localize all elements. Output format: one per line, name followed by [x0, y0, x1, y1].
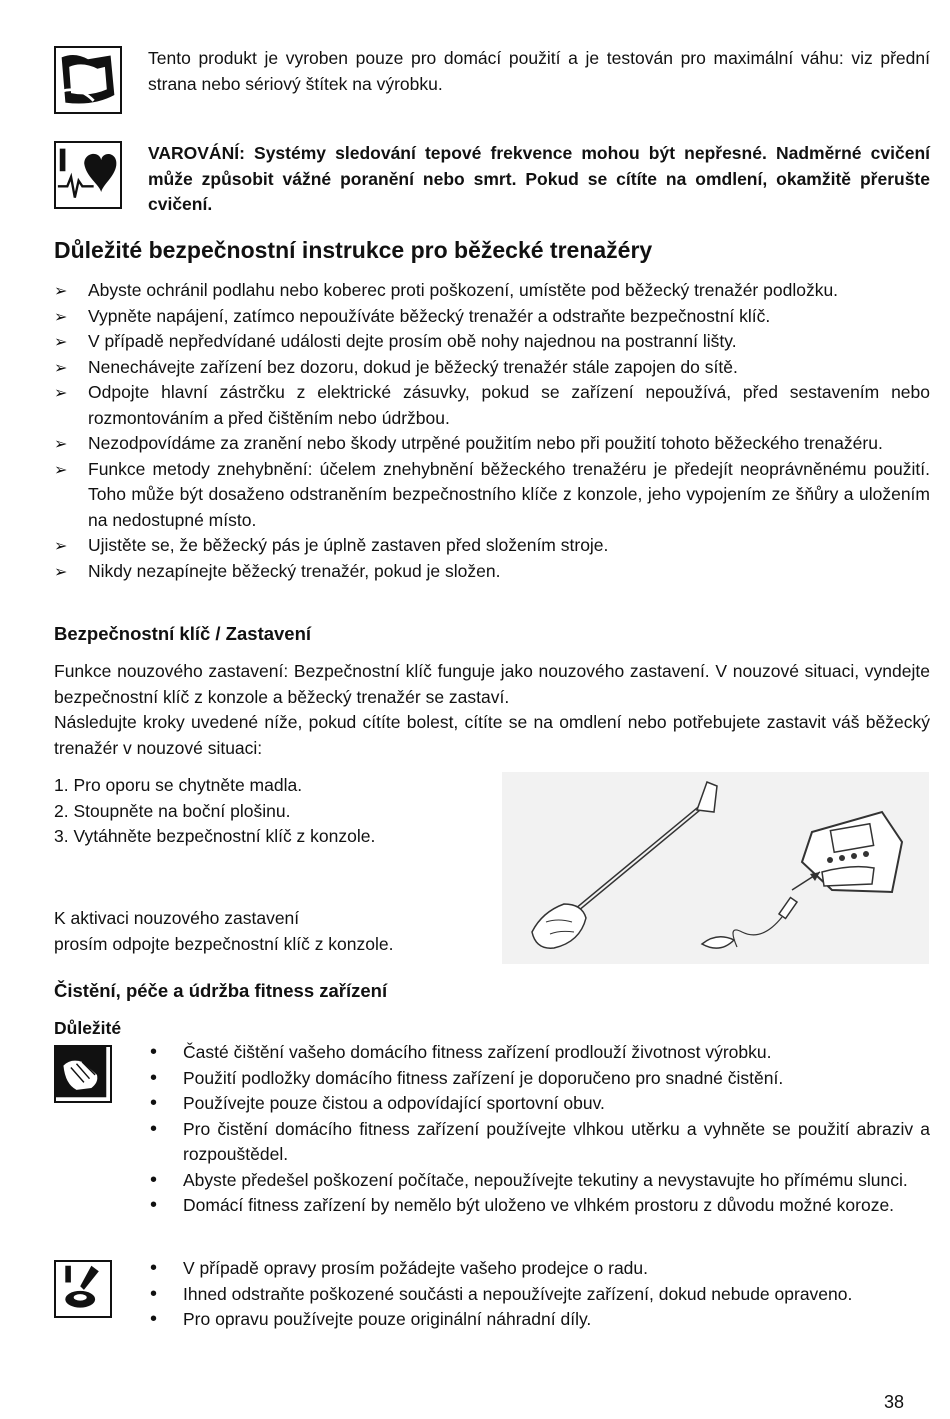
list-item: ➢ Odpojte hlavní zástrčku z elektrické zásuvky, pokud se zařízení nepoužívá, před sestavením nebo rozmontováním a před čištěním nebo údržbou. — [54, 380, 930, 431]
warning-body: Systémy sledování tepové frekvence mohou být nepřesné. Nadměrné cvičení může způsobit vážné poranění nebo smrt. Pokud se cítíte na omdlení, okamžitě přerušte cvičení. — [148, 143, 930, 214]
warning-label: VAROVÁNÍ: — [148, 143, 245, 163]
repair-list — [148, 1256, 930, 1333]
list-item: ➢ Nikdy nezapínejte běžecký trenažér, pokud je složen. — [54, 559, 930, 585]
list-item: • Pro opravu používejte pouze originální náhradní díly. — [148, 1307, 930, 1333]
repair-tools-icon — [54, 1260, 112, 1318]
page-number: 38 — [883, 1392, 904, 1412]
list-item: • Ihned odstraňte poškozené součásti a nepoužívejte zařízení, dokud nebude opraveno. — [148, 1282, 930, 1308]
activation-line: prosím odpojte bezpečnostní klíč z konzole. — [54, 933, 394, 954]
list-item: ➢ Nezodpovídáme za zranění nebo škody utrpěné použitím nebo při použití tohoto běžeckého trenažéru. — [54, 431, 930, 457]
list-item: ➢ Vypněte napájení, zatímco nepoužíváte běžecký trenažér a odstraňte bezpečnostní klíč. — [54, 304, 930, 330]
care-title: Čistění, péče a údržba fitness zařízení — [54, 980, 388, 1001]
list-item: ➢ Abyste ochránil podlahu nebo koberec proti poškození, umístěte pod běžecký trenažér podložku. — [54, 278, 930, 304]
activation-line: K aktivaci nouzového zastavení — [54, 908, 300, 928]
heart-rate-icon — [54, 141, 122, 209]
list-item: • Používejte pouze čistou a odpovídající sportovní obuv. — [148, 1091, 930, 1117]
list-item: • V případě opravy prosím požádejte vašeho prodejce o radu. — [148, 1256, 930, 1282]
list-item: • Abyste předešel poškození počítače, nepoužívejte tekutiny a nevystavujte ho přímému slunci. — [148, 1168, 930, 1194]
list-item: • Časté čištění vašeho domácího fitness zařízení prodlouží životnost výrobku. — [148, 1040, 930, 1066]
safety-key-para1: Funkce nouzového zastavení: Bezpečnostní klíč funguje jako nouzového zastavení. V nouzové situaci, vyndejte bezpečnostní klíč z konzole a běžecký trenažér se zastaví. — [54, 661, 930, 707]
list-item: • Použití podložky domácího fitness zařízení je doporučeno pro snadné čistění. — [148, 1066, 930, 1092]
list-item: ➢ Funkce metody znehybnění: účelem znehybnění běžeckého trenažéru je předejít neoprávněnému použití. Toho může být dosaženo odstraněním bezpečnostního klíče z konzole, jeho vypojením ze šňůry a uložením na nedostupné místo. — [54, 457, 930, 534]
safety-key-title: Bezpečnostní klíč / Zastavení — [54, 623, 312, 644]
top-notice: Tento produkt je vyroben pouze pro domácí použití a je testován pro maximální váhu: viz přední strana nebo sériový štítek na výrobku. — [148, 48, 930, 94]
safety-title: Důležité bezpečnostní instrukce pro běžecké trenažéry — [54, 237, 653, 263]
care-subtitle: Důležité — [54, 1018, 122, 1038]
safety-list — [54, 278, 930, 584]
list-item: ➢ Nenechávejte zařízení bez dozoru, dokud je běžecký trenažér stále zapojen do sítě. — [54, 355, 930, 381]
list-item: • Domácí fitness zařízení by nemělo být uloženo ve vlhkém prostoru z důvodu možné koroze. — [148, 1193, 930, 1219]
care-list — [148, 1040, 930, 1219]
list-item: ➢ Ujistěte se, že běžecký pás je úplně zastaven před složením stroje. — [54, 533, 930, 559]
step-item: 1. Pro oporu se chytněte madla. — [54, 775, 303, 795]
list-item: ➢ V případě nepředvídané události dejte prosím obě nohy najednou na postranní lišty. — [54, 329, 930, 355]
cleaning-cloth-icon — [54, 1045, 112, 1103]
activation-note — [54, 906, 494, 957]
step-item: 2. Stoupněte na boční plošinu. — [54, 800, 291, 821]
step-item: 3. Vytáhněte bezpečnostní klíč z konzole. — [54, 826, 376, 846]
safety-key-para2: Následujte kroky uvedené níže, pokud cítíte bolest, cítíte se na omdlení nebo potřebujete zastavit váš běžecký trenažér v nouzové situaci: — [54, 712, 930, 758]
emergency-steps — [54, 773, 484, 850]
list-item: • Pro čistění domácího fitness zařízení používejte vlhkou utěrku a vyhněte se použití abraziv a rozpouštědel. — [148, 1117, 930, 1168]
weight-limit-icon — [54, 46, 122, 114]
warning-text — [148, 141, 930, 218]
safety-key-illustration — [502, 772, 929, 964]
